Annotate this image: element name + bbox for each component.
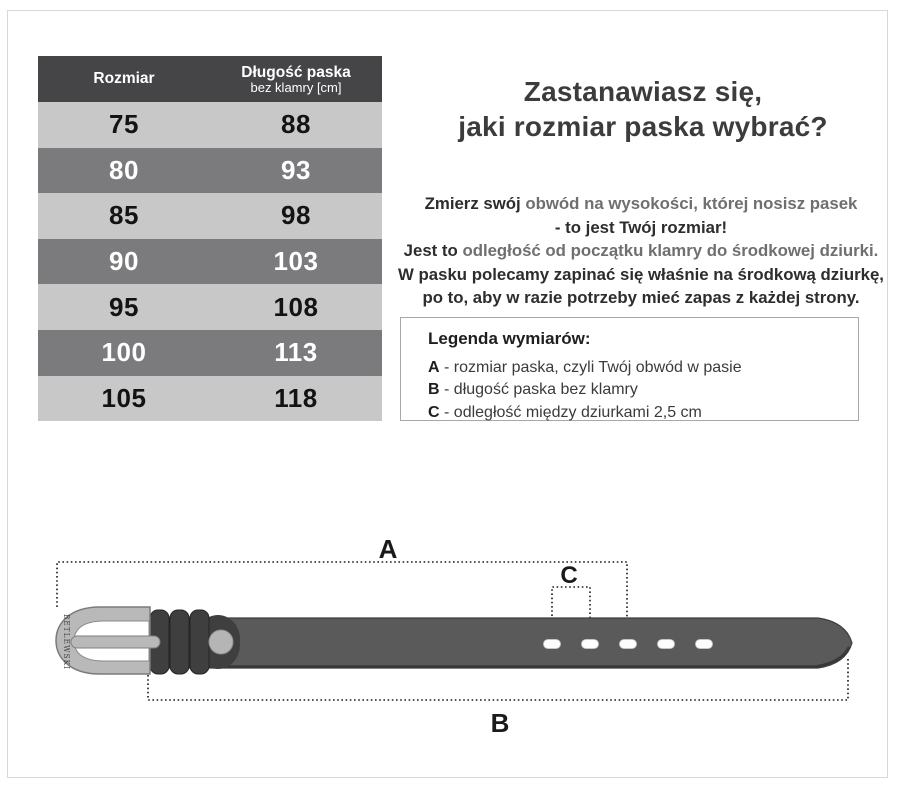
table-row [38, 376, 382, 422]
legend-key: B [428, 381, 440, 399]
header-dlugosc-line1: Długość paska [241, 63, 351, 81]
legend-text: - odległość między dziurkami 2,5 cm [444, 403, 702, 421]
legend-key: A [428, 359, 440, 376]
cell-length: 103 [273, 246, 319, 277]
size-table [38, 56, 382, 421]
table-row [38, 193, 382, 239]
legend-text: - długość paska bez klamry [444, 381, 638, 399]
page-title-line1: Zastanawiasz się, [523, 76, 763, 107]
header-dlugosc-line2: bez klamry [cm] [250, 79, 342, 95]
belt-hole [582, 640, 599, 649]
table-row [38, 330, 382, 376]
legend-text: - rozmiar paska, czyli Twój obwód w pasie [444, 359, 742, 376]
cell-size: 100 [101, 337, 147, 368]
measure-label-a: A [378, 534, 398, 564]
header-rozmiar: Rozmiar [93, 70, 155, 87]
cell-length: 118 [274, 382, 318, 413]
intro-line: po to, aby w razie potrzeby mieć zapas z każdej strony. [422, 288, 860, 307]
cell-size: 75 [109, 109, 139, 140]
belt-hole [620, 640, 637, 649]
buckle-prong [71, 636, 160, 648]
cell-length: 93 [281, 154, 311, 185]
legend-box [400, 317, 859, 421]
brand-text: BETLEWSKI [61, 614, 71, 680]
belt-hole [658, 640, 675, 649]
cell-length: 108 [273, 291, 319, 322]
belt-keeper [150, 610, 240, 674]
intro-line: Jest to odległość od początku klamry do środkowej dziurki. [403, 241, 879, 260]
table-row [38, 102, 382, 148]
cell-size: 85 [109, 200, 139, 231]
belt-rivet [209, 630, 233, 654]
table-row [38, 148, 382, 194]
page-title [398, 74, 888, 144]
legend-title: Legenda wymiarów: [428, 329, 591, 348]
legend-item [428, 357, 850, 379]
table-header [38, 56, 382, 102]
cell-length: 98 [281, 200, 311, 231]
legend-item [428, 379, 850, 401]
cell-length: 88 [281, 109, 311, 140]
legend-key: C [428, 403, 440, 421]
belt-strap [150, 618, 852, 668]
intro-line: Zmierz swój obwód na wysokości, której nosisz pasek [424, 194, 858, 213]
cell-size: 80 [109, 154, 139, 185]
table-row [38, 284, 382, 330]
intro-line: - to jest Twój rozmiar! [554, 217, 728, 237]
measure-label-c: C [560, 562, 578, 589]
legend-item [428, 402, 850, 424]
measure-label-b: B [490, 708, 510, 738]
cell-size: 90 [109, 246, 139, 277]
cell-size: 105 [101, 382, 147, 413]
belt-buckle [56, 607, 160, 680]
belt-hole [544, 640, 561, 649]
belt-diagram [0, 520, 900, 750]
belt-hole [696, 640, 713, 649]
page-title-line2: jaki rozmiar paska wybrać? [458, 111, 828, 142]
cell-size: 95 [109, 291, 139, 322]
table-row [38, 239, 382, 285]
header-dlugosc [210, 64, 382, 95]
intro-text [393, 192, 889, 310]
intro-line: W pasku polecamy zapinać się właśnie na środkową dziurkę, [398, 264, 884, 284]
cell-length: 113 [274, 337, 318, 368]
